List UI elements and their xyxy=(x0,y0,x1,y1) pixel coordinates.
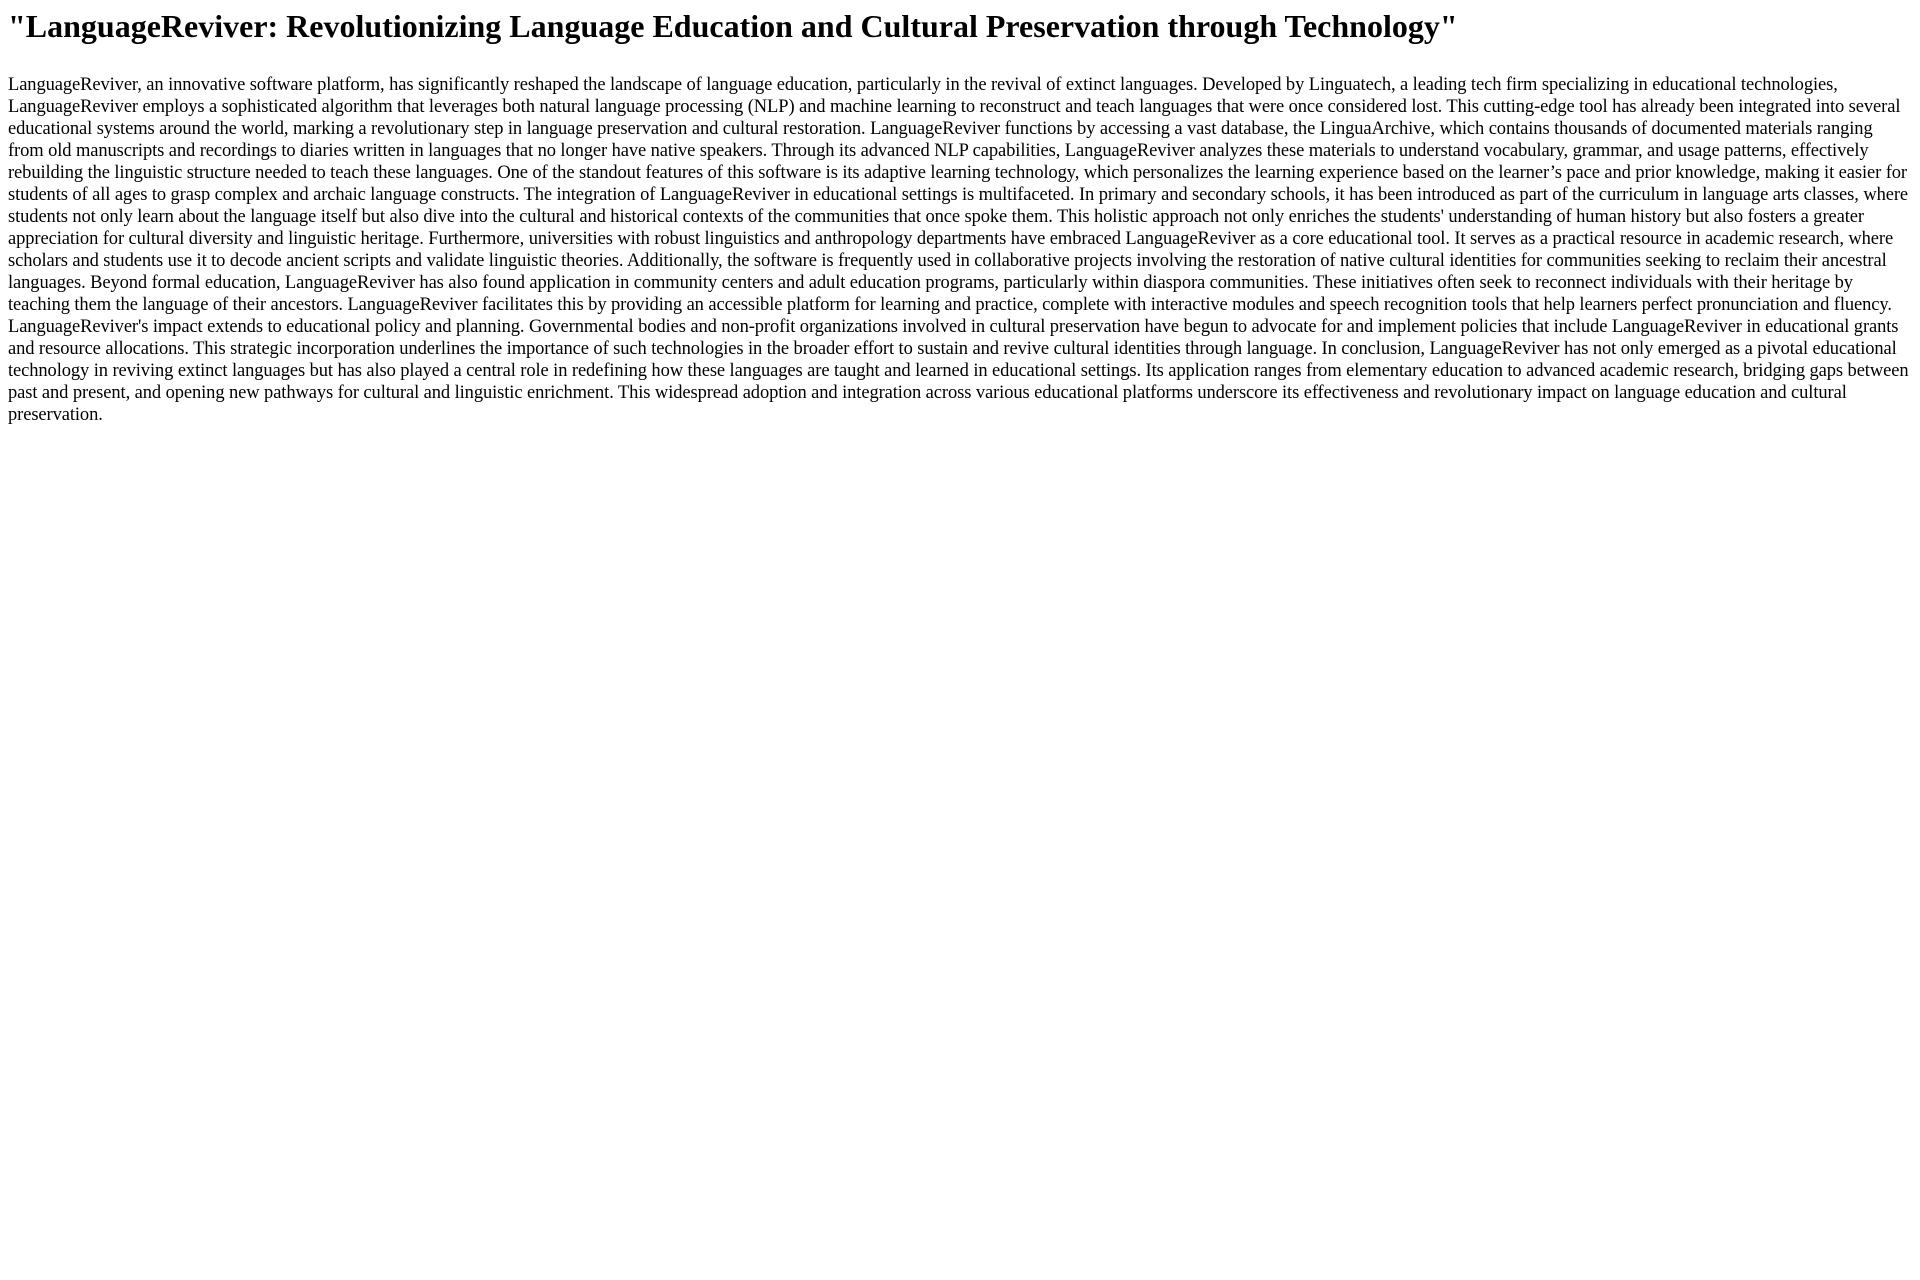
article-title: "LanguageReviver: Revolutionizing Language Education and Cultural Preservation through Technology" xyxy=(8,8,1458,44)
article-body: LanguageReviver, an innovative software platform, has significantly reshaped the landscape of language education, particularly in the revival of extinct languages. Developed by Linguatech, a leading tech firm specializing in educational technologies, LanguageReviver employs a sophisticated algorithm that leverages both natural language processing (NLP) and machine learning to reconstruct and teach languages that were once considered lost. This cutting-edge tool has already been integrated into several educational systems around the world, marking a revolutionary step in language preservation and cultural restoration. LanguageReviver functions by accessing a vast database, the LinguaArchive, which contains thousands of documented materials ranging from old manuscripts and recordings to diaries written in languages that no longer have native speakers. Through its advanced NLP capabilities, LanguageReviver analyzes these materials to understand vocabulary, grammar, and usage patterns, effectively rebuilding the linguistic structure needed to teach these languages. One of the standout features of this software is its adaptive learning technology, which personalizes the learning experience based on the learner’s pace and prior knowledge, making it easier for students of all ages to grasp complex and archaic language constructs. The integration of LanguageReviver in educational settings is multifaceted. In primary and secondary schools, it has been introduced as part of the curriculum in language arts classes, where students not only learn about the language itself but also dive into the cultural and historical contexts of the communities that once spoke them. This holistic approach not only enriches the students' understanding of human history but also fosters a greater appreciation for cultural diversity and linguistic heritage. Furthermore, universities with robust linguistics and anthropology departments have embraced LanguageReviver as a core educational tool. It serves as a practical resource in academic research, where scholars and students use it to decode ancient scripts and validate linguistic theories. Additionally, the software is frequently used in collaborative projects involving the restoration of native cultural identities for communities seeking to reclaim their ancestral languages. Beyond formal education, LanguageReviver has also found application in community centers and adult education programs, particularly within diaspora communities. These initiatives often seek to reconnect individuals with their heritage by teaching them the language of their ancestors. LanguageReviver facilitates this by providing an accessible platform for learning and practice, complete with interactive modules and speech recognition tools that help learners perfect pronunciation and fluency. LanguageReviver's impact extends to educational policy and planning. Governmental bodies and non-profit organizations involved in cultural preservation have begun to advocate for and implement policies that include LanguageReviver in educational grants and resource allocations. This strategic incorporation underlines the importance of such technologies in the broader effort to sustain and revive cultural identities through language. In conclusion, LanguageReviver has not only emerged as a pivotal educational technology in reviving extinct languages but has also played a central role in redefining how these languages are taught and learned in educational settings. Its application ranges from elementary education to advanced academic research, bridging gaps between past and present, and opening new pathways for cultural and linguistic enrichment. This widespread adoption and integration across various educational platforms underscore its effectiveness and revolutionary impact on language education and cultural preservation. xyxy=(8,75,1909,425)
article-page xyxy=(0,8,1920,426)
